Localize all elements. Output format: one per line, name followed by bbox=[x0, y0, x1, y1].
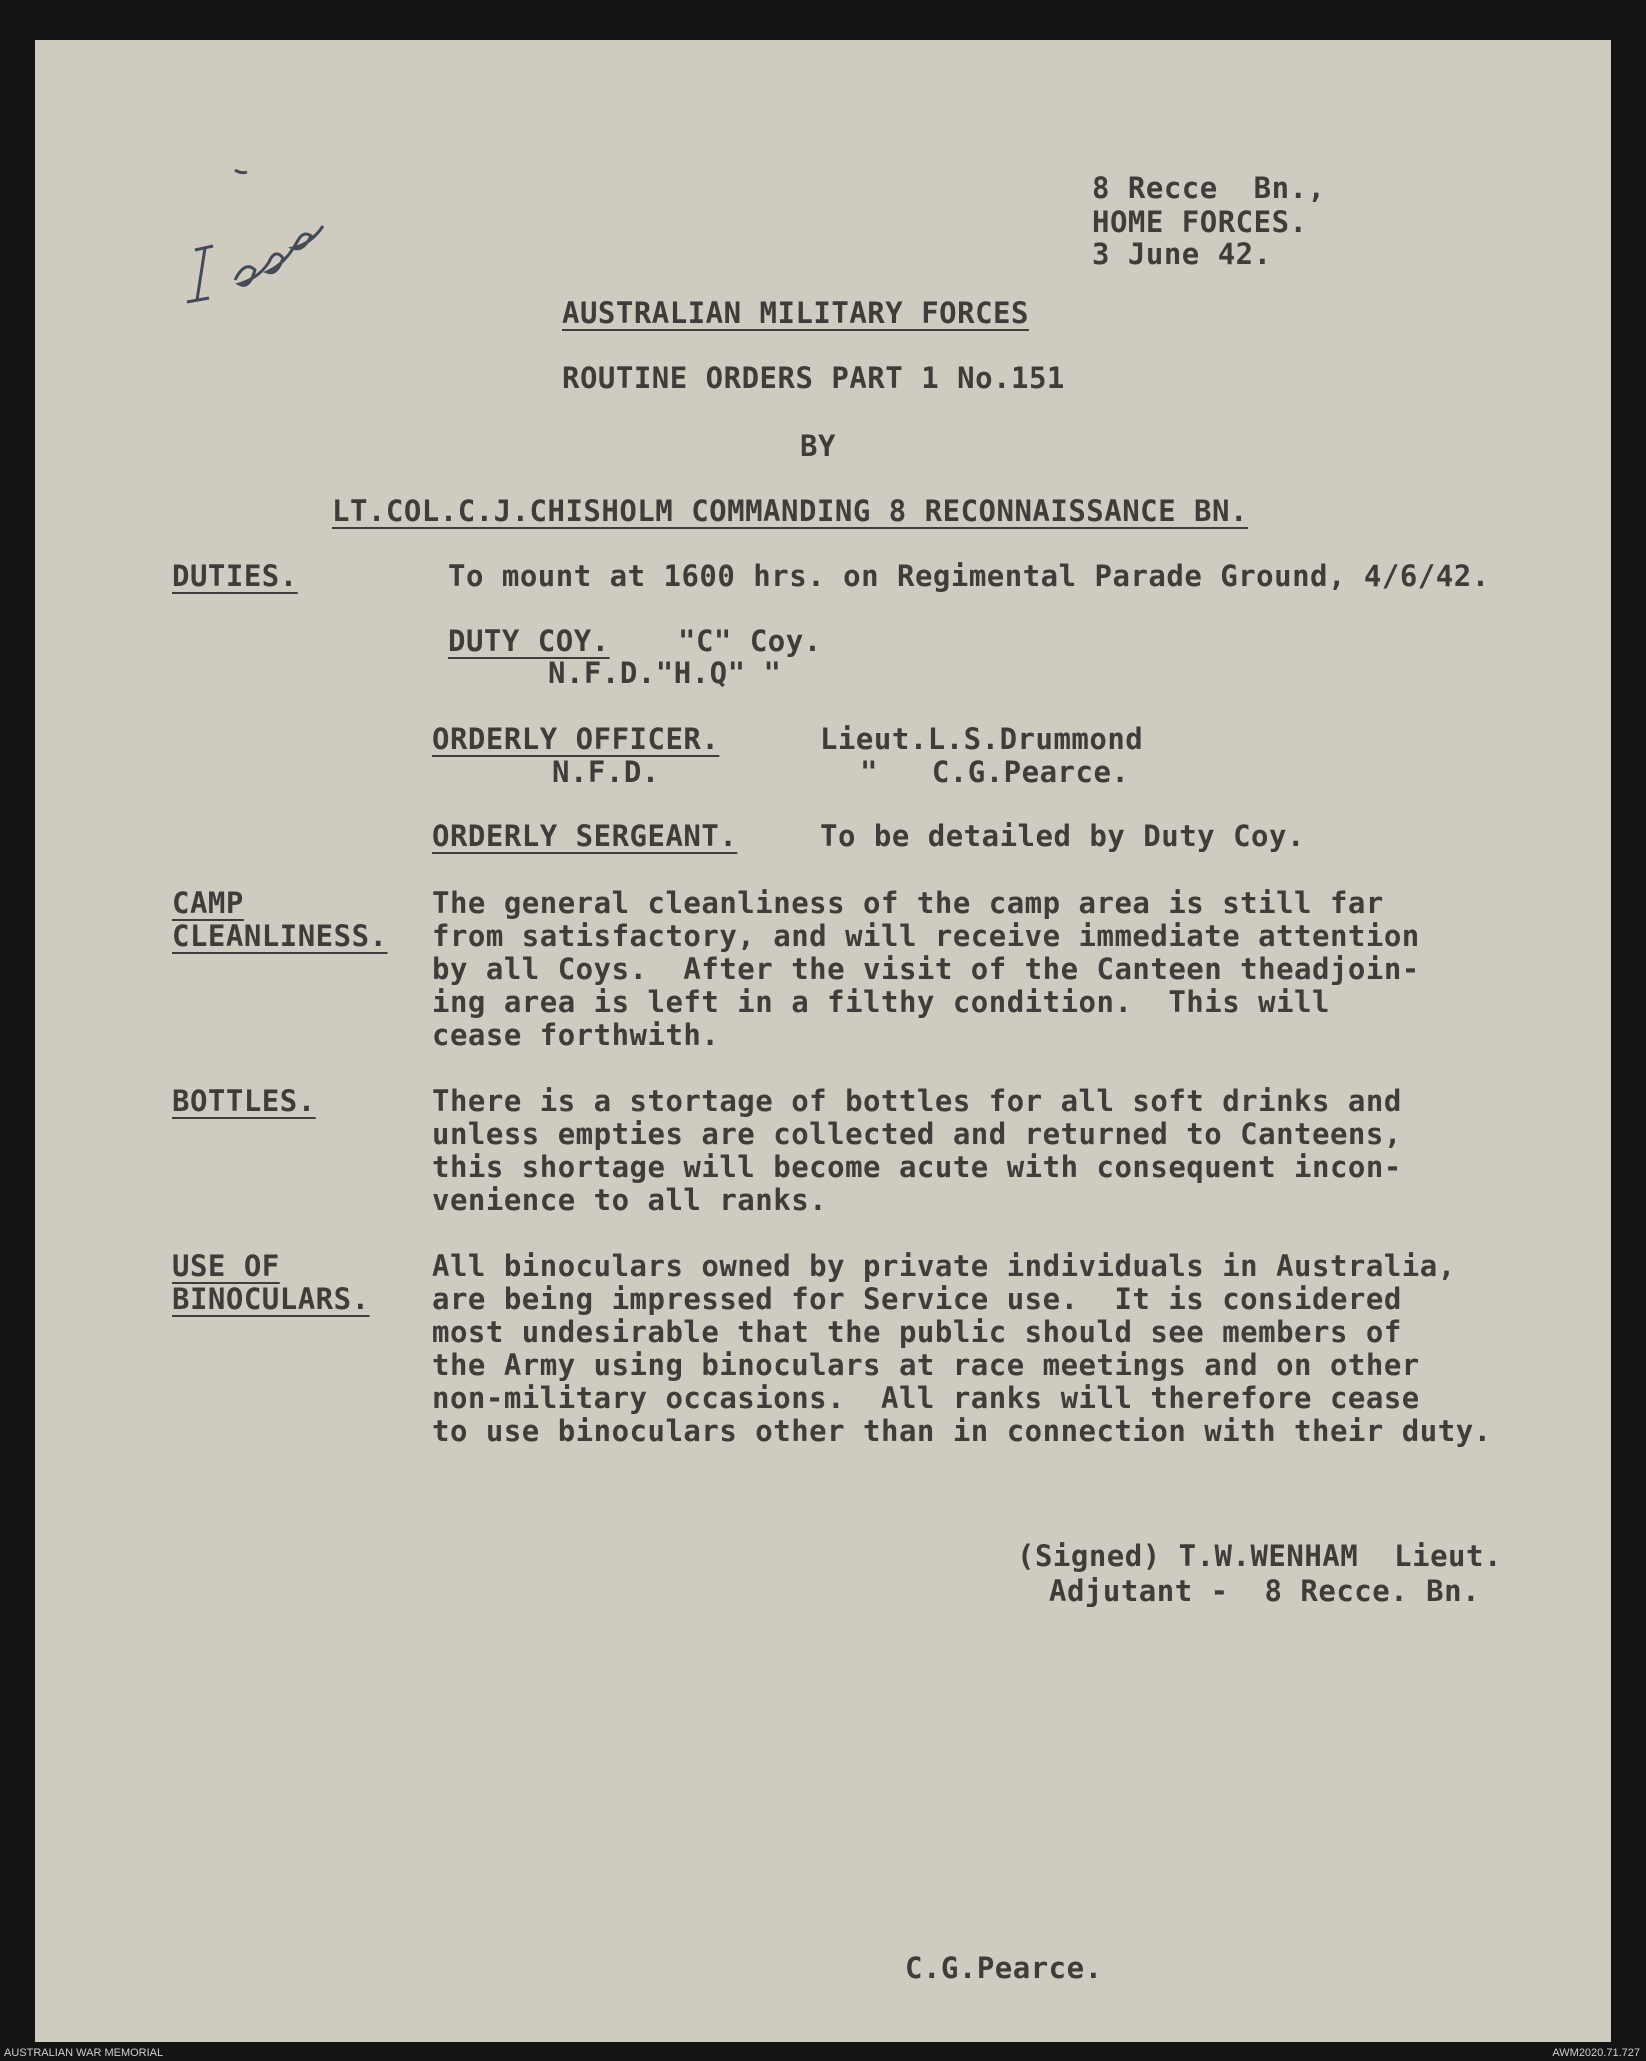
duty-coy-value: "C" Coy. bbox=[678, 624, 822, 658]
handwritten-annotation-icon bbox=[175, 160, 355, 310]
binoculars-label-line-1: USE OF bbox=[172, 1249, 280, 1283]
orderly-officer-value: Lieut.L.S.Drummond bbox=[820, 722, 1144, 756]
document-title: AUSTRALIAN MILITARY FORCES bbox=[562, 296, 1029, 330]
bottles-text-line: venience to all ranks. bbox=[432, 1183, 828, 1217]
orderly-officer-label: ORDERLY OFFICER. bbox=[432, 722, 720, 756]
bottles-text-line: unless empties are collected and returned to Canteens, bbox=[432, 1117, 1402, 1151]
binoculars-text-line: All binoculars owned by private individuals in Australia, bbox=[432, 1249, 1456, 1283]
by-heading: BY bbox=[800, 429, 836, 463]
camp-label-line-1: CAMP bbox=[172, 886, 244, 920]
binoculars-text-line: to use binoculars other than in connection with their duty. bbox=[432, 1414, 1492, 1448]
letterhead-unit: 8 Recce Bn., bbox=[1092, 171, 1326, 205]
bottles-label: BOTTLES. bbox=[172, 1084, 316, 1118]
camp-label-line-2: CLEANLINESS. bbox=[172, 919, 388, 953]
camp-text-line: by all Coys. After the visit of the Canteen theadjoin- bbox=[432, 952, 1420, 986]
duty-nfd-line: N.F.D."H.Q" " bbox=[548, 656, 782, 690]
camp-text-line: The general cleanliness of the camp area is still far bbox=[432, 886, 1384, 920]
footer-right: AWM2020.71.727 bbox=[1552, 2047, 1640, 2059]
camp-text-line: from satisfactory, and will receive immediate attention bbox=[432, 919, 1420, 953]
camp-text-line: cease forthwith. bbox=[432, 1018, 720, 1052]
camp-text-line: ing area is left in a filthy condition. This will bbox=[432, 985, 1330, 1019]
binoculars-text-line: most undesirable that the public should see members of bbox=[432, 1315, 1402, 1349]
signature-line-1: (Signed) T.W.WENHAM Lieut. bbox=[1017, 1539, 1502, 1573]
duty-coy-label: DUTY COY. bbox=[448, 624, 610, 658]
document-page bbox=[35, 40, 1611, 2042]
binoculars-text-line: are being impressed for Service use. It is considered bbox=[432, 1282, 1402, 1316]
binoculars-text-line: the Army using binoculars at race meetings and on other bbox=[432, 1348, 1420, 1382]
copy-name: C.G.Pearce. bbox=[905, 1951, 1103, 1985]
commander-heading: LT.COL.C.J.CHISHOLM COMMANDING 8 RECONNAISSANCE BN. bbox=[332, 494, 1248, 528]
letterhead-date: 3 June 42. bbox=[1092, 237, 1272, 271]
binoculars-text-line: non-military occasions. All ranks will therefore cease bbox=[432, 1381, 1420, 1415]
footer-left: AUSTRALIAN WAR MEMORIAL bbox=[4, 2047, 164, 2059]
bottles-text-line: There is a stortage of bottles for all soft drinks and bbox=[432, 1084, 1402, 1118]
orderly-nfd-value: " C.G.Pearce. bbox=[860, 755, 1130, 789]
orders-heading: ROUTINE ORDERS PART 1 No.151 bbox=[562, 361, 1065, 395]
letterhead-forces: HOME FORCES. bbox=[1092, 205, 1308, 239]
orderly-sergeant-value: To be detailed by Duty Coy. bbox=[820, 819, 1305, 853]
binoculars-label-line-2: BINOCULARS. bbox=[172, 1282, 370, 1316]
orderly-sergeant-label: ORDERLY SERGEANT. bbox=[432, 819, 738, 853]
bottles-text-line: this shortage will become acute with consequent incon- bbox=[432, 1150, 1402, 1184]
signature-line-2: Adjutant - 8 Recce. Bn. bbox=[1049, 1574, 1481, 1608]
duties-label: DUTIES. bbox=[172, 559, 298, 593]
orderly-nfd-label: N.F.D. bbox=[552, 755, 660, 789]
duties-text: To mount at 1600 hrs. on Regimental Parade Ground, 4/6/42. bbox=[448, 559, 1490, 593]
